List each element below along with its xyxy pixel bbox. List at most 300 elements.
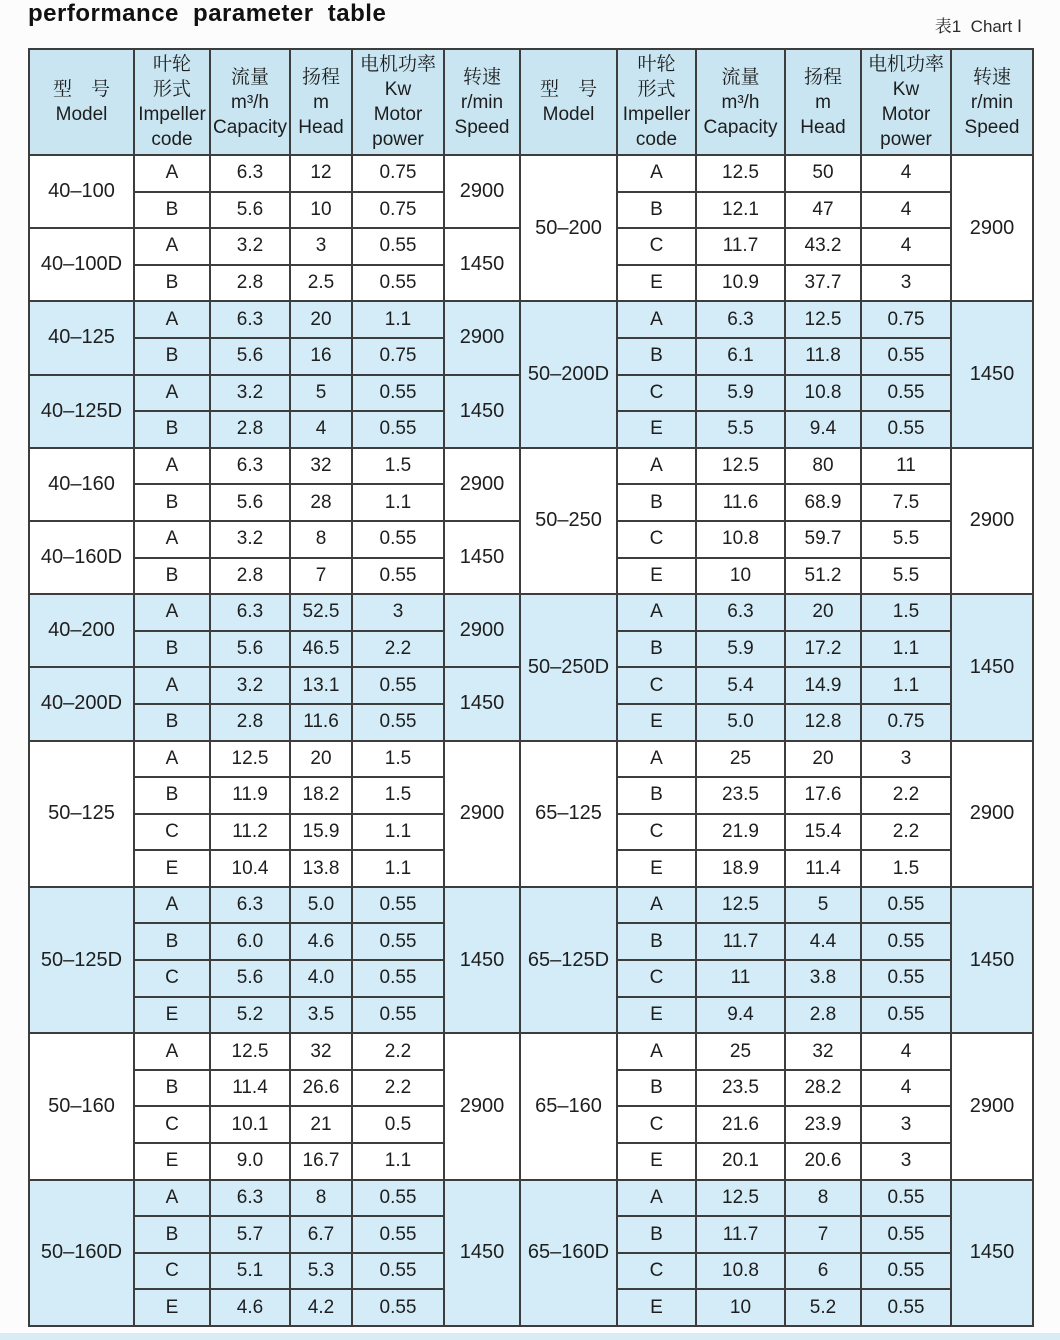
speed-cell: 1450 bbox=[951, 594, 1033, 740]
model-cell: 40–160D bbox=[29, 521, 134, 594]
power-cell: 0.55 bbox=[352, 411, 444, 448]
capacity-cell: 9.0 bbox=[210, 1143, 290, 1180]
power-cell: 1.5 bbox=[352, 448, 444, 485]
header-line: power bbox=[372, 129, 424, 150]
impeller-code-cell: E bbox=[134, 850, 210, 887]
model-cell: 40–160 bbox=[29, 448, 134, 521]
head-cell: 17.2 bbox=[785, 631, 861, 668]
head-cell: 5.2 bbox=[785, 1289, 861, 1326]
power-cell: 1.5 bbox=[352, 777, 444, 814]
power-cell: 3 bbox=[861, 1106, 951, 1143]
impeller-code-cell: B bbox=[617, 484, 696, 521]
header-line: Kw bbox=[384, 79, 412, 100]
capacity-cell: 10.1 bbox=[210, 1106, 290, 1143]
impeller-code-cell: A bbox=[617, 155, 696, 192]
header-line: 扬程 bbox=[803, 66, 842, 88]
impeller-code-cell: E bbox=[617, 411, 696, 448]
impeller-code-cell: E bbox=[134, 997, 210, 1034]
capacity-cell: 6.0 bbox=[210, 923, 290, 960]
capacity-cell: 21.9 bbox=[696, 814, 785, 851]
capacity-cell: 11.4 bbox=[210, 1070, 290, 1107]
power-cell: 0.55 bbox=[352, 704, 444, 741]
bottom-accent-strip bbox=[0, 1333, 1060, 1340]
head-cell: 8 bbox=[290, 1180, 352, 1217]
impeller-code-cell: E bbox=[617, 1289, 696, 1326]
head-cell: 3 bbox=[290, 228, 352, 265]
head-cell: 4.4 bbox=[785, 923, 861, 960]
impeller-code-cell: B bbox=[134, 192, 210, 229]
head-cell: 20 bbox=[785, 594, 861, 631]
impeller-code-cell: B bbox=[134, 484, 210, 521]
impeller-code-cell: B bbox=[617, 192, 696, 229]
impeller-code-cell: E bbox=[617, 704, 696, 741]
impeller-code-cell: C bbox=[617, 521, 696, 558]
speed-cell: 1450 bbox=[444, 228, 520, 301]
model-cell: 65–160 bbox=[520, 1033, 617, 1179]
impeller-code-cell: B bbox=[134, 265, 210, 302]
capacity-cell: 5.9 bbox=[696, 631, 785, 668]
impeller-code-cell: C bbox=[617, 667, 696, 704]
head-cell: 10 bbox=[290, 192, 352, 229]
model-cell: 50–125D bbox=[29, 887, 134, 1033]
head-cell: 50 bbox=[785, 155, 861, 192]
header-line: power bbox=[880, 129, 932, 150]
model-cell: 40–100D bbox=[29, 228, 134, 301]
power-cell: 0.55 bbox=[352, 1216, 444, 1253]
speed-cell: 1450 bbox=[444, 1180, 520, 1326]
speed-cell: 2900 bbox=[444, 448, 520, 521]
power-cell: 4 bbox=[861, 155, 951, 192]
capacity-cell: 5.5 bbox=[696, 411, 785, 448]
head-cell: 28.2 bbox=[785, 1070, 861, 1107]
capacity-cell: 20.1 bbox=[696, 1143, 785, 1180]
impeller-code-cell: E bbox=[134, 1143, 210, 1180]
power-cell: 3 bbox=[861, 1143, 951, 1180]
header-impeller-code bbox=[134, 49, 210, 155]
speed-cell: 2900 bbox=[444, 1033, 520, 1179]
impeller-code-cell: A bbox=[617, 594, 696, 631]
impeller-code-cell: A bbox=[134, 1033, 210, 1070]
head-cell: 3.8 bbox=[785, 960, 861, 997]
capacity-cell: 5.0 bbox=[696, 704, 785, 741]
header-line: 叶轮 bbox=[637, 54, 676, 75]
impeller-code-cell: A bbox=[617, 887, 696, 924]
capacity-cell: 12.5 bbox=[696, 1180, 785, 1217]
power-cell: 0.55 bbox=[352, 1253, 444, 1290]
power-cell: 0.55 bbox=[861, 1216, 951, 1253]
capacity-cell: 6.3 bbox=[696, 301, 785, 338]
power-cell: 1.5 bbox=[861, 850, 951, 887]
capacity-cell: 12.5 bbox=[696, 155, 785, 192]
capacity-cell: 3.2 bbox=[210, 521, 290, 558]
capacity-cell: 10.4 bbox=[210, 850, 290, 887]
head-cell: 7 bbox=[785, 1216, 861, 1253]
capacity-cell: 3.2 bbox=[210, 375, 290, 412]
impeller-code-cell: C bbox=[134, 1253, 210, 1290]
speed-cell: 1450 bbox=[951, 887, 1033, 1033]
model-cell: 40–100 bbox=[29, 155, 134, 228]
impeller-code-cell: C bbox=[617, 228, 696, 265]
impeller-code-cell: B bbox=[134, 338, 210, 375]
head-cell: 43.2 bbox=[785, 228, 861, 265]
head-cell: 8 bbox=[785, 1180, 861, 1217]
model-cell: 50–250 bbox=[520, 448, 617, 594]
head-cell: 9.4 bbox=[785, 411, 861, 448]
speed-cell: 1450 bbox=[951, 301, 1033, 447]
impeller-code-cell: A bbox=[134, 741, 210, 778]
speed-cell: 1450 bbox=[444, 667, 520, 740]
head-cell: 13.8 bbox=[290, 850, 352, 887]
head-cell: 8 bbox=[290, 521, 352, 558]
impeller-code-cell: B bbox=[134, 1070, 210, 1107]
capacity-cell: 12.5 bbox=[696, 448, 785, 485]
capacity-cell: 6.3 bbox=[210, 887, 290, 924]
header-line: Motor bbox=[881, 104, 931, 125]
impeller-code-cell: A bbox=[617, 301, 696, 338]
capacity-cell: 11 bbox=[696, 960, 785, 997]
head-cell: 5.3 bbox=[290, 1253, 352, 1290]
capacity-cell: 2.8 bbox=[210, 265, 290, 302]
header-line: 扬程 bbox=[301, 66, 340, 88]
speed-cell: 2900 bbox=[951, 1033, 1033, 1179]
power-cell: 0.75 bbox=[861, 704, 951, 741]
header-line: r/min bbox=[460, 91, 504, 113]
power-cell: 2.2 bbox=[861, 777, 951, 814]
power-cell: 0.55 bbox=[861, 1253, 951, 1290]
impeller-code-cell: B bbox=[617, 923, 696, 960]
power-cell: 0.55 bbox=[352, 375, 444, 412]
capacity-cell: 11.7 bbox=[696, 228, 785, 265]
header-line: Motor bbox=[373, 104, 423, 125]
head-cell: 15.9 bbox=[290, 814, 352, 851]
power-cell: 0.55 bbox=[352, 960, 444, 997]
head-cell: 4.0 bbox=[290, 960, 352, 997]
power-cell: 0.55 bbox=[352, 558, 444, 595]
chart-number-label: 表1 Chart Ⅰ bbox=[934, 17, 1022, 36]
speed-cell: 2900 bbox=[444, 301, 520, 374]
capacity-cell: 6.3 bbox=[210, 1180, 290, 1217]
impeller-code-cell: A bbox=[134, 301, 210, 338]
power-cell: 0.55 bbox=[352, 228, 444, 265]
model-cell: 50–200 bbox=[520, 155, 617, 301]
header-model bbox=[520, 49, 617, 155]
capacity-cell: 10 bbox=[696, 558, 785, 595]
header-line: 转速 bbox=[972, 66, 1011, 88]
impeller-code-cell: B bbox=[617, 338, 696, 375]
header-line: 电机功率 bbox=[867, 54, 944, 75]
capacity-cell: 25 bbox=[696, 1033, 785, 1070]
header-line: Model bbox=[542, 104, 595, 125]
impeller-code-cell: A bbox=[134, 155, 210, 192]
power-cell: 1.1 bbox=[352, 850, 444, 887]
impeller-code-cell: B bbox=[134, 777, 210, 814]
model-cell: 65–125D bbox=[520, 887, 617, 1033]
capacity-cell: 6.3 bbox=[210, 155, 290, 192]
capacity-cell: 5.7 bbox=[210, 1216, 290, 1253]
impeller-code-cell: E bbox=[617, 997, 696, 1034]
capacity-cell: 5.6 bbox=[210, 960, 290, 997]
impeller-code-cell: C bbox=[617, 1106, 696, 1143]
capacity-cell: 6.3 bbox=[210, 448, 290, 485]
head-cell: 20 bbox=[290, 741, 352, 778]
capacity-cell: 12.1 bbox=[696, 192, 785, 229]
head-cell: 12 bbox=[290, 155, 352, 192]
header-line: code bbox=[151, 129, 193, 150]
power-cell: 0.75 bbox=[352, 338, 444, 375]
power-cell: 0.55 bbox=[861, 411, 951, 448]
model-cell: 65–125 bbox=[520, 741, 617, 887]
head-cell: 21 bbox=[290, 1106, 352, 1143]
power-cell: 4 bbox=[861, 192, 951, 229]
header-line: Speed bbox=[454, 116, 510, 138]
capacity-cell: 6.1 bbox=[696, 338, 785, 375]
power-cell: 1.5 bbox=[861, 594, 951, 631]
power-cell: 0.55 bbox=[352, 265, 444, 302]
impeller-code-cell: A bbox=[617, 741, 696, 778]
capacity-cell: 3.2 bbox=[210, 667, 290, 704]
speed-cell: 2900 bbox=[444, 155, 520, 228]
capacity-cell: 5.6 bbox=[210, 192, 290, 229]
power-cell: 5.5 bbox=[861, 558, 951, 595]
power-cell: 0.75 bbox=[861, 301, 951, 338]
head-cell: 28 bbox=[290, 484, 352, 521]
header-line: Head bbox=[298, 116, 344, 138]
impeller-code-cell: C bbox=[617, 814, 696, 851]
capacity-cell: 5.4 bbox=[696, 667, 785, 704]
header-motor-power bbox=[352, 49, 444, 155]
head-cell: 5.0 bbox=[290, 887, 352, 924]
power-cell: 0.55 bbox=[861, 1289, 951, 1326]
power-cell: 0.55 bbox=[861, 960, 951, 997]
impeller-code-cell: B bbox=[134, 923, 210, 960]
head-cell: 6.7 bbox=[290, 1216, 352, 1253]
header-line: 形式 bbox=[152, 79, 191, 100]
impeller-code-cell: E bbox=[134, 1289, 210, 1326]
header-line: Impeller bbox=[622, 104, 691, 125]
head-cell: 20 bbox=[785, 741, 861, 778]
impeller-code-cell: A bbox=[617, 1180, 696, 1217]
capacity-cell: 11.7 bbox=[696, 1216, 785, 1253]
head-cell: 14.9 bbox=[785, 667, 861, 704]
header-head bbox=[785, 49, 861, 155]
power-cell: 0.55 bbox=[861, 338, 951, 375]
speed-cell: 2900 bbox=[444, 741, 520, 887]
head-cell: 15.4 bbox=[785, 814, 861, 851]
impeller-code-cell: C bbox=[134, 960, 210, 997]
power-cell: 5.5 bbox=[861, 521, 951, 558]
head-cell: 20.6 bbox=[785, 1143, 861, 1180]
head-cell: 5 bbox=[785, 887, 861, 924]
power-cell: 2.2 bbox=[352, 631, 444, 668]
capacity-cell: 6.3 bbox=[696, 594, 785, 631]
power-cell: 4 bbox=[861, 1070, 951, 1107]
capacity-cell: 18.9 bbox=[696, 850, 785, 887]
impeller-code-cell: B bbox=[134, 411, 210, 448]
capacity-cell: 11.7 bbox=[696, 923, 785, 960]
header-line: 型 号 bbox=[539, 79, 597, 100]
head-cell: 59.7 bbox=[785, 521, 861, 558]
power-cell: 0.55 bbox=[861, 375, 951, 412]
header-line: Capacity bbox=[703, 116, 778, 138]
head-cell: 11.6 bbox=[290, 704, 352, 741]
performance-table bbox=[28, 48, 1034, 1327]
header-line: 形式 bbox=[637, 79, 676, 100]
power-cell: 3 bbox=[861, 741, 951, 778]
power-cell: 0.55 bbox=[352, 1289, 444, 1326]
impeller-code-cell: B bbox=[617, 777, 696, 814]
head-cell: 3.5 bbox=[290, 997, 352, 1034]
head-cell: 46.5 bbox=[290, 631, 352, 668]
header-line: Kw bbox=[892, 79, 920, 100]
speed-cell: 2900 bbox=[444, 594, 520, 667]
capacity-cell: 12.5 bbox=[210, 741, 290, 778]
power-cell: 0.55 bbox=[352, 667, 444, 704]
capacity-cell: 10 bbox=[696, 1289, 785, 1326]
head-cell: 51.2 bbox=[785, 558, 861, 595]
head-cell: 32 bbox=[290, 448, 352, 485]
capacity-cell: 11.2 bbox=[210, 814, 290, 851]
head-cell: 80 bbox=[785, 448, 861, 485]
model-cell: 40–200 bbox=[29, 594, 134, 667]
capacity-cell: 5.1 bbox=[210, 1253, 290, 1290]
model-cell: 40–125D bbox=[29, 375, 134, 448]
head-cell: 4.6 bbox=[290, 923, 352, 960]
model-cell: 50–125 bbox=[29, 741, 134, 887]
speed-cell: 2900 bbox=[951, 155, 1033, 301]
capacity-cell: 5.6 bbox=[210, 631, 290, 668]
power-cell: 0.55 bbox=[352, 521, 444, 558]
impeller-code-cell: A bbox=[617, 448, 696, 485]
capacity-cell: 2.8 bbox=[210, 411, 290, 448]
impeller-code-cell: C bbox=[617, 375, 696, 412]
power-cell: 3 bbox=[861, 265, 951, 302]
model-cell: 40–125 bbox=[29, 301, 134, 374]
capacity-cell: 5.9 bbox=[696, 375, 785, 412]
power-cell: 3 bbox=[352, 594, 444, 631]
capacity-cell: 23.5 bbox=[696, 777, 785, 814]
impeller-code-cell: B bbox=[617, 1216, 696, 1253]
capacity-cell: 11.6 bbox=[696, 484, 785, 521]
head-cell: 11.8 bbox=[785, 338, 861, 375]
capacity-cell: 23.5 bbox=[696, 1070, 785, 1107]
impeller-code-cell: A bbox=[134, 521, 210, 558]
head-cell: 13.1 bbox=[290, 667, 352, 704]
power-cell: 1.1 bbox=[861, 667, 951, 704]
speed-cell: 2900 bbox=[951, 741, 1033, 887]
head-cell: 4 bbox=[290, 411, 352, 448]
capacity-cell: 5.6 bbox=[210, 338, 290, 375]
capacity-cell: 6.3 bbox=[210, 594, 290, 631]
power-cell: 0.55 bbox=[352, 1180, 444, 1217]
speed-cell: 1450 bbox=[444, 521, 520, 594]
head-cell: 2.5 bbox=[290, 265, 352, 302]
model-cell: 50–250D bbox=[520, 594, 617, 740]
power-cell: 11 bbox=[861, 448, 951, 485]
power-cell: 1.1 bbox=[352, 814, 444, 851]
head-cell: 18.2 bbox=[290, 777, 352, 814]
model-cell: 50–160D bbox=[29, 1180, 134, 1326]
power-cell: 0.75 bbox=[352, 155, 444, 192]
power-cell: 1.1 bbox=[352, 484, 444, 521]
impeller-code-cell: A bbox=[134, 887, 210, 924]
capacity-cell: 25 bbox=[696, 741, 785, 778]
impeller-code-cell: C bbox=[134, 1106, 210, 1143]
impeller-code-cell: B bbox=[134, 558, 210, 595]
impeller-code-cell: E bbox=[617, 558, 696, 595]
head-cell: 12.8 bbox=[785, 704, 861, 741]
header-line: Impeller bbox=[138, 104, 206, 125]
impeller-code-cell: B bbox=[134, 631, 210, 668]
capacity-cell: 6.3 bbox=[210, 301, 290, 338]
capacity-cell: 3.2 bbox=[210, 228, 290, 265]
power-cell: 4 bbox=[861, 1033, 951, 1070]
head-cell: 32 bbox=[290, 1033, 352, 1070]
impeller-code-cell: E bbox=[617, 265, 696, 302]
header-impeller-code bbox=[617, 49, 696, 155]
impeller-code-cell: A bbox=[134, 1180, 210, 1217]
page-title: performance parameter table bbox=[28, 0, 387, 27]
power-cell: 0.55 bbox=[861, 997, 951, 1034]
impeller-code-cell: C bbox=[134, 814, 210, 851]
capacity-cell: 21.6 bbox=[696, 1106, 785, 1143]
header-line: 流量 bbox=[230, 66, 269, 88]
head-cell: 20 bbox=[290, 301, 352, 338]
capacity-cell: 10.8 bbox=[696, 521, 785, 558]
speed-cell: 1450 bbox=[444, 887, 520, 1033]
head-cell: 7 bbox=[290, 558, 352, 595]
header-speed bbox=[444, 49, 520, 155]
header-line: 型 号 bbox=[52, 79, 110, 100]
header-line: code bbox=[635, 129, 678, 150]
capacity-cell: 12.5 bbox=[210, 1033, 290, 1070]
header-line: 电机功率 bbox=[359, 54, 436, 75]
speed-cell: 1450 bbox=[444, 375, 520, 448]
model-cell: 50–200D bbox=[520, 301, 617, 447]
capacity-cell: 10.9 bbox=[696, 265, 785, 302]
power-cell: 2.2 bbox=[352, 1070, 444, 1107]
power-cell: 0.75 bbox=[352, 192, 444, 229]
header-line: r/min bbox=[970, 91, 1014, 113]
header-line: Model bbox=[55, 104, 108, 125]
power-cell: 4 bbox=[861, 228, 951, 265]
power-cell: 1.1 bbox=[861, 631, 951, 668]
impeller-code-cell: A bbox=[134, 667, 210, 704]
impeller-code-cell: B bbox=[134, 704, 210, 741]
impeller-code-cell: E bbox=[617, 1143, 696, 1180]
impeller-code-cell: A bbox=[617, 1033, 696, 1070]
head-cell: 37.7 bbox=[785, 265, 861, 302]
power-cell: 0.55 bbox=[352, 923, 444, 960]
impeller-code-cell: B bbox=[617, 1070, 696, 1107]
head-cell: 5 bbox=[290, 375, 352, 412]
head-cell: 6 bbox=[785, 1253, 861, 1290]
header-capacity bbox=[696, 49, 785, 155]
capacity-cell: 11.9 bbox=[210, 777, 290, 814]
head-cell: 68.9 bbox=[785, 484, 861, 521]
capacity-cell: 4.6 bbox=[210, 1289, 290, 1326]
head-cell: 16 bbox=[290, 338, 352, 375]
speed-cell: 2900 bbox=[951, 448, 1033, 594]
power-cell: 2.2 bbox=[352, 1033, 444, 1070]
capacity-cell: 12.5 bbox=[696, 887, 785, 924]
header-line: 转速 bbox=[462, 66, 501, 88]
impeller-code-cell: B bbox=[617, 631, 696, 668]
power-cell: 2.2 bbox=[861, 814, 951, 851]
capacity-cell: 2.8 bbox=[210, 558, 290, 595]
power-cell: 0.55 bbox=[861, 887, 951, 924]
model-cell: 65–160D bbox=[520, 1180, 617, 1326]
head-cell: 12.5 bbox=[785, 301, 861, 338]
